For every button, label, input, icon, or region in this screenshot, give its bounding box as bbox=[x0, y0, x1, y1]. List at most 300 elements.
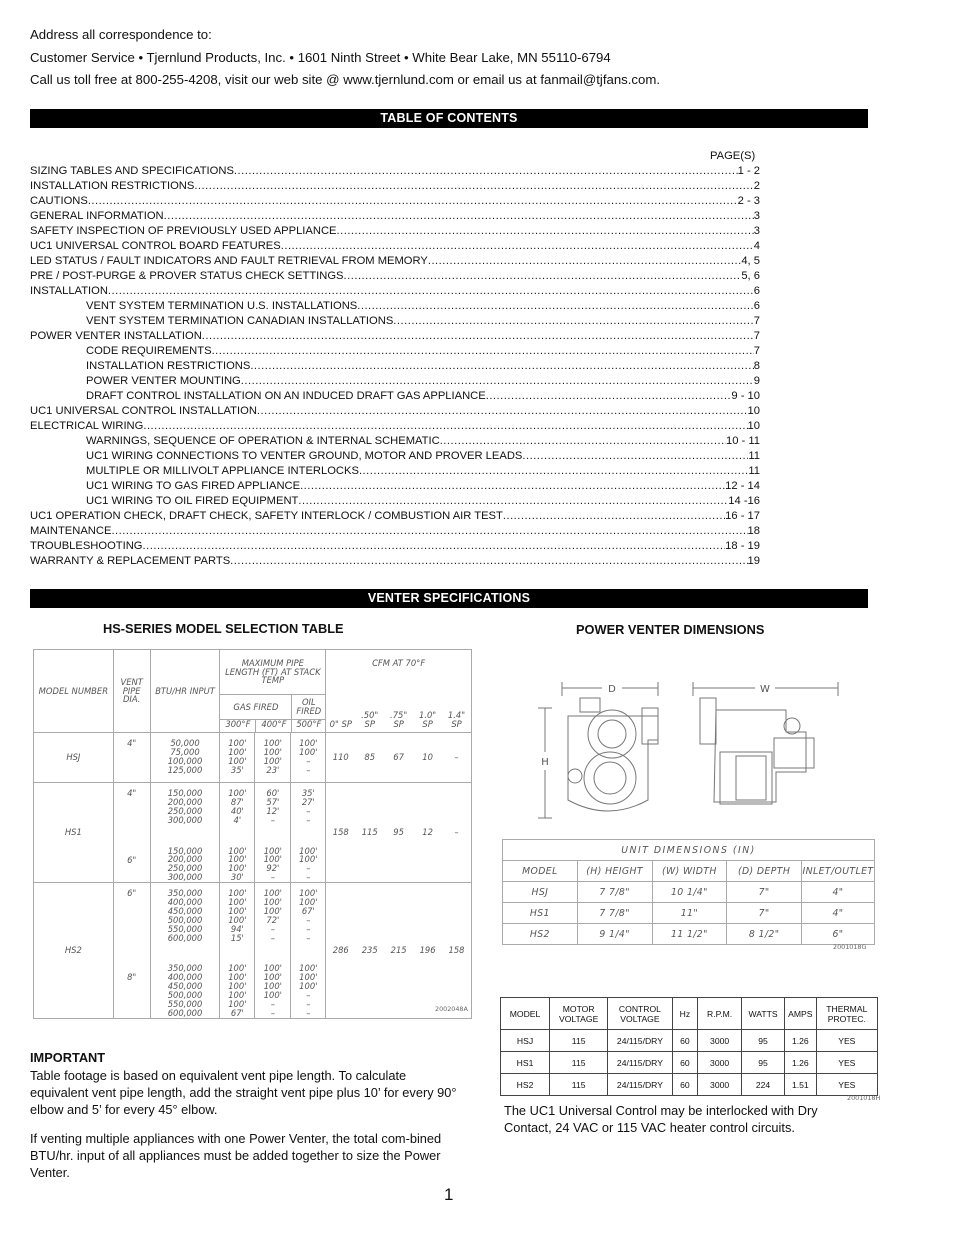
oil500-cell bbox=[291, 889, 325, 942]
toc-entry-title: WARNINGS, SEQUENCE OF OPERATION & INTERNAL SCHEMATIC bbox=[86, 435, 440, 447]
btu-cell-value: 50,000 bbox=[170, 738, 200, 748]
header-gas: GAS FIRED bbox=[220, 695, 292, 719]
toc-entry-leader bbox=[522, 449, 748, 464]
toc-entry-title: TROUBLESHOOTING bbox=[30, 540, 143, 552]
toc-entry bbox=[30, 419, 760, 434]
unit-dims-cell: 7" bbox=[727, 903, 802, 924]
header-cfm-label: CFM AT 70°F bbox=[372, 658, 426, 668]
address-line-3: Call us toll free at 800-255-4208, visit our web site @ www.tjernlund.com or email us at fanmail@tjfans.com. bbox=[30, 72, 661, 87]
gas300-cell-value: 100' bbox=[228, 999, 247, 1010]
header-sp-list bbox=[326, 697, 471, 731]
toc-entry-title: VENT SYSTEM TERMINATION CANADIAN INSTALLATIONS bbox=[86, 315, 394, 327]
cfm-value: 85 bbox=[364, 752, 376, 763]
btu-cell-value: 125,000 bbox=[167, 764, 203, 775]
unit-dims-cell: 4" bbox=[801, 903, 874, 924]
cfm-value: 286 bbox=[332, 945, 349, 956]
toc-entry bbox=[30, 449, 760, 464]
header-max-pipe bbox=[220, 650, 326, 733]
header-cfm bbox=[326, 650, 472, 733]
toc-entry-pages: 11 bbox=[748, 465, 760, 477]
gas300-cell-value: 100' bbox=[228, 981, 247, 992]
gas300-cell-value: 30' bbox=[230, 872, 244, 883]
electrical-header: R.P.M. bbox=[698, 998, 742, 1030]
electrical-cell: 3000 bbox=[698, 1052, 742, 1074]
gas400-cell-value: – bbox=[270, 932, 275, 943]
toc-entry-leader bbox=[357, 299, 754, 314]
btu-cell-value: 450,000 bbox=[167, 981, 203, 992]
vent-value: 8" bbox=[127, 972, 137, 983]
important-title: IMPORTANT bbox=[30, 1050, 106, 1065]
btu-cell bbox=[151, 889, 220, 942]
dimensions-title: POWER VENTER DIMENSIONS bbox=[576, 622, 765, 637]
electrical-cell: 60 bbox=[672, 1052, 698, 1074]
toc-entry-pages: 11 bbox=[748, 450, 760, 462]
cfm-cell bbox=[326, 883, 472, 1019]
header-sp: 0" SP bbox=[329, 719, 352, 730]
toc-entry-pages: 9 bbox=[753, 375, 760, 387]
toc-entry-leader bbox=[108, 284, 754, 299]
oil500-cell-value: – bbox=[306, 923, 311, 934]
gas300-cell-value: 100' bbox=[228, 990, 247, 1001]
btu-cell-value: 100,000 bbox=[167, 755, 203, 766]
toc-entry bbox=[30, 209, 760, 224]
vent-value: 6" bbox=[127, 854, 137, 865]
oil500-cell-value: 100' bbox=[299, 963, 318, 974]
oil500-cell-value: 100' bbox=[299, 897, 318, 908]
electrical-header: CONTROL VOLTAGE bbox=[608, 998, 672, 1030]
electrical-cell: 60 bbox=[672, 1030, 698, 1052]
toc-entry-leader bbox=[143, 539, 726, 554]
electrical-cell: 24/115/DRY bbox=[608, 1074, 672, 1096]
electrical-cell: 115 bbox=[550, 1030, 608, 1052]
toc-entry-leader bbox=[230, 554, 747, 569]
electrical-cell: 60 bbox=[672, 1074, 698, 1096]
gas400-cell bbox=[255, 883, 291, 1019]
unit-dims-row bbox=[503, 903, 875, 924]
btu-cell-value: 500,000 bbox=[167, 990, 203, 1001]
toc-entry bbox=[30, 389, 760, 404]
gas400-cell-value: – bbox=[270, 999, 275, 1010]
btu-cell-value: 600,000 bbox=[167, 1007, 203, 1018]
toc-entry-pages: 8 bbox=[753, 360, 760, 372]
gas300-cell-value: 100' bbox=[228, 845, 247, 856]
oil500-cell-value: – bbox=[306, 999, 311, 1010]
toc-entry-pages: 4, 5 bbox=[741, 255, 760, 267]
gas400-cell bbox=[255, 964, 290, 1017]
gas400-cell-value: 100' bbox=[263, 854, 282, 865]
toc-entry-title: CAUTIONS bbox=[30, 195, 88, 207]
gas300-cell bbox=[220, 847, 254, 883]
toc-entry-pages: 2 - 3 bbox=[737, 195, 760, 207]
electrical-cell: 1.51 bbox=[784, 1074, 816, 1096]
electrical-cell: 224 bbox=[742, 1074, 785, 1096]
gas300-cell-value: 100' bbox=[228, 788, 247, 798]
cfm-value: 110 bbox=[332, 752, 349, 763]
gas300-cell-value: 100' bbox=[228, 905, 247, 916]
gas400-cell-value: 100' bbox=[263, 981, 282, 992]
toc-entry-leader bbox=[393, 314, 753, 329]
toc-entry-leader bbox=[194, 179, 753, 194]
gas400-cell bbox=[255, 733, 291, 783]
toc-entry bbox=[30, 554, 760, 569]
gas400-cell bbox=[255, 889, 290, 942]
toc-entry-title: UC1 WIRING CONNECTIONS TO VENTER GROUND, MOTOR AND PROVER LEADS bbox=[86, 450, 523, 462]
oil500-cell-value: 27' bbox=[301, 796, 315, 807]
drawing-label-h: H bbox=[541, 757, 549, 768]
electrical-row bbox=[501, 1052, 878, 1074]
gas300-cell-value: 4' bbox=[233, 814, 242, 825]
toc-entry-title: UC1 OPERATION CHECK, DRAFT CHECK, SAFETY INTERLOCK / COMBUSTION AIR TEST bbox=[30, 510, 503, 522]
gas400-cell-value: 92' bbox=[266, 863, 280, 874]
electrical-cell: 24/115/DRY bbox=[608, 1030, 672, 1052]
gas400-cell-value: 23' bbox=[266, 764, 280, 775]
gas300-cell-value: 100' bbox=[228, 738, 247, 748]
unit-dims-cell: 7 7/8" bbox=[577, 903, 652, 924]
oil500-cell-value: 100' bbox=[299, 972, 318, 983]
model-cell: HS1 bbox=[34, 783, 114, 883]
header-sp: 1.4" SP bbox=[447, 710, 466, 730]
toc-entry-title: POWER VENTER INSTALLATION bbox=[30, 330, 202, 342]
electrical-cell: 1.26 bbox=[784, 1052, 816, 1074]
electrical-cell: 1.26 bbox=[784, 1030, 816, 1052]
toc-entry bbox=[30, 239, 760, 254]
vent-cell bbox=[113, 783, 150, 883]
cfm-value: 215 bbox=[390, 945, 407, 956]
gas400-cell-value: 100' bbox=[263, 990, 282, 1001]
toc-entry bbox=[30, 524, 760, 539]
header-vent: VENT PIPE DIA. bbox=[113, 650, 150, 733]
toc-entry-pages: 18 - 19 bbox=[725, 540, 760, 552]
oil500-cell bbox=[291, 733, 326, 783]
toc-entry-title: UC1 WIRING TO GAS FIRED APPLIANCE bbox=[86, 480, 301, 492]
vent-cell bbox=[113, 883, 150, 1019]
btu-cell-value: 600,000 bbox=[167, 932, 203, 943]
selection-row bbox=[34, 783, 472, 883]
btu-cell-value: 200,000 bbox=[167, 854, 203, 865]
model-selection-table bbox=[33, 649, 472, 1019]
header-oil: OIL FIRED bbox=[296, 697, 322, 716]
btu-cell-value: 75,000 bbox=[170, 746, 200, 757]
toc-entry-title: GENERAL INFORMATION bbox=[30, 210, 164, 222]
gas300-cell-value: 100' bbox=[228, 755, 247, 766]
unit-dims-cell: 4" bbox=[801, 882, 874, 903]
unit-dims-cell: HSJ bbox=[503, 882, 578, 903]
unit-dims-cell: 7 7/8" bbox=[577, 882, 652, 903]
toc-entry bbox=[30, 434, 760, 449]
electrical-cell: YES bbox=[816, 1074, 877, 1096]
electrical-cell: HS2 bbox=[501, 1074, 550, 1096]
selection-row bbox=[34, 883, 472, 1019]
oil500-cell-value: – bbox=[306, 814, 311, 825]
toc-entry-leader bbox=[281, 239, 754, 254]
toc-entry-title: MULTIPLE OR MILLIVOLT APPLIANCE INTERLOCKS bbox=[86, 465, 359, 477]
cfm-value: 196 bbox=[419, 945, 436, 956]
gas300-cell bbox=[220, 783, 255, 883]
oil500-cell-value: – bbox=[306, 914, 311, 925]
toc-entry bbox=[30, 494, 760, 509]
oil500-cell-value: 100' bbox=[299, 854, 318, 865]
electrical-header: Hz bbox=[672, 998, 698, 1030]
unit-dims-title: UNIT DIMENSIONS (IN) bbox=[503, 840, 875, 861]
header-sp: .50" SP bbox=[361, 710, 379, 730]
toc-entry bbox=[30, 404, 760, 419]
gas400-cell-value: 100' bbox=[263, 972, 282, 983]
power-venter-drawing bbox=[530, 676, 880, 826]
gas300-cell-value: 15' bbox=[230, 932, 244, 943]
gas400-cell-value: 12' bbox=[266, 805, 280, 816]
gas300-cell-value: 100' bbox=[228, 863, 247, 874]
drawing-label-w: W bbox=[760, 684, 770, 695]
toc-entry bbox=[30, 269, 760, 284]
toc-entry-pages: 7 bbox=[753, 345, 760, 357]
toc-entry-title: UC1 WIRING TO OIL FIRED EQUIPMENT bbox=[86, 495, 299, 507]
cfm-cell bbox=[326, 783, 472, 883]
unit-dims-cell: 11" bbox=[652, 903, 727, 924]
oil500-cell-value: – bbox=[306, 1007, 311, 1018]
selection-table-code: 2002048A bbox=[435, 1005, 468, 1013]
toc-entry-leader bbox=[257, 404, 748, 419]
unit-dims-header: (H) HEIGHT bbox=[577, 861, 652, 882]
table-of-contents bbox=[30, 164, 760, 569]
toc-entry-leader bbox=[234, 164, 738, 179]
electrical-cell: 115 bbox=[550, 1052, 608, 1074]
header-btu: BTU/HR INPUT bbox=[150, 650, 220, 733]
btu-cell-value: 250,000 bbox=[167, 863, 203, 874]
gas300-cell-value: 100' bbox=[228, 963, 247, 974]
toc-entry-title: LED STATUS / FAULT INDICATORS AND FAULT RETRIEVAL FROM MEMORY bbox=[30, 255, 428, 267]
toc-entry-leader bbox=[212, 344, 754, 359]
oil500-cell-value: 100' bbox=[299, 845, 318, 856]
toc-entry-pages: 10 bbox=[747, 405, 760, 417]
gas300-cell bbox=[220, 789, 254, 825]
toc-entry-pages: 7 bbox=[753, 330, 760, 342]
gas300-cell-value: 100' bbox=[228, 854, 247, 865]
unit-dims-cell: 9 1/4" bbox=[577, 924, 652, 945]
toc-entry-title: SIZING TABLES AND SPECIFICATIONS bbox=[30, 165, 234, 177]
toc-entry-leader bbox=[111, 524, 747, 539]
oil500-cell bbox=[291, 783, 326, 883]
toc-entry-pages: 3 bbox=[753, 225, 760, 237]
electrical-cell: HS1 bbox=[501, 1052, 550, 1074]
cfm-value: 67 bbox=[393, 752, 404, 763]
toc-entry bbox=[30, 254, 760, 269]
electrical-cell: 95 bbox=[742, 1030, 785, 1052]
oil500-cell-value: – bbox=[306, 764, 311, 775]
gas400-cell bbox=[255, 783, 291, 883]
toc-entry-title: VENT SYSTEM TERMINATION U.S. INSTALLATIONS bbox=[86, 300, 358, 312]
toc-entry-title: ELECTRICAL WIRING bbox=[30, 420, 144, 432]
gas300-cell-value: 100' bbox=[228, 972, 247, 983]
toc-entry-leader bbox=[440, 434, 726, 449]
toc-entry-pages: 16 - 17 bbox=[725, 510, 760, 522]
toc-entry-pages: 10 bbox=[747, 420, 760, 432]
btu-cell-value: 400,000 bbox=[167, 897, 203, 908]
btu-cell-value: 250,000 bbox=[167, 805, 203, 816]
toc-entry-title: INSTALLATION RESTRICTIONS bbox=[30, 180, 195, 192]
btu-cell-value: 350,000 bbox=[167, 963, 203, 974]
toc-entry-pages: 19 bbox=[747, 555, 760, 567]
unit-dims-cell: 11 1/2" bbox=[652, 924, 727, 945]
toc-entry-pages: 14 -16 bbox=[728, 495, 760, 507]
toc-entry-leader bbox=[337, 224, 754, 239]
toc-entry-leader bbox=[143, 419, 747, 434]
page-number: 1 bbox=[444, 1185, 454, 1204]
gas300-cell-value: 100' bbox=[228, 746, 247, 757]
toc-entry bbox=[30, 314, 760, 329]
unit-dims-cell: 7" bbox=[727, 882, 802, 903]
unit-dims-header: (D) DEPTH bbox=[727, 861, 802, 882]
toc-entry bbox=[30, 374, 760, 389]
vent-value: 4" bbox=[127, 738, 137, 748]
btu-cell-value: 350,000 bbox=[167, 888, 203, 899]
cfm-cell bbox=[326, 733, 472, 783]
gas300-cell bbox=[220, 733, 255, 783]
btu-cell-value: 300,000 bbox=[167, 814, 203, 825]
oil500-cell bbox=[291, 789, 325, 825]
toc-entry-pages: 10 - 11 bbox=[726, 435, 760, 447]
unit-dimensions-table bbox=[502, 839, 875, 945]
gas400-cell-value: 100' bbox=[263, 755, 282, 766]
oil500-cell-value: – bbox=[306, 805, 311, 816]
unit-dims-header: MODEL bbox=[503, 861, 578, 882]
oil500-cell-value: 100' bbox=[299, 746, 318, 757]
cfm-value: 95 bbox=[393, 827, 404, 838]
gas400-cell-value: 100' bbox=[263, 888, 282, 899]
gas400-cell-value: 72' bbox=[266, 914, 280, 925]
toc-entry-pages: 7 bbox=[753, 315, 760, 327]
gas300-cell-value: 35' bbox=[230, 764, 244, 775]
electrical-table-code: 2001018H bbox=[847, 1094, 881, 1102]
gas300-cell-value: 87' bbox=[230, 796, 244, 807]
header-400f: 400°F bbox=[256, 720, 292, 732]
toc-entry bbox=[30, 284, 760, 299]
toc-entry-title: CODE REQUIREMENTS bbox=[86, 345, 212, 357]
electrical-row bbox=[501, 1030, 878, 1052]
toc-entry-title: SAFETY INSPECTION OF PREVIOUSLY USED APPLIANCE bbox=[30, 225, 337, 237]
unit-dims-cell: 10 1/4" bbox=[652, 882, 727, 903]
toc-entry-leader bbox=[428, 254, 741, 269]
btu-cell bbox=[150, 883, 220, 1019]
btu-cell-value: 150,000 bbox=[167, 845, 203, 856]
unit-dims-cell: HS2 bbox=[503, 924, 578, 945]
electrical-cell: YES bbox=[816, 1030, 877, 1052]
gas400-cell-value: 57' bbox=[266, 796, 280, 807]
toc-entry-pages: 1 - 2 bbox=[737, 165, 760, 177]
unit-dims-cell: 8 1/2" bbox=[727, 924, 802, 945]
btu-cell-value: 150,000 bbox=[167, 788, 203, 798]
gas300-cell bbox=[220, 889, 254, 942]
header-sp: 1.0" SP bbox=[418, 710, 437, 730]
gas300-cell-value: 100' bbox=[228, 897, 247, 908]
gas300-cell bbox=[220, 964, 254, 1017]
electrical-header: THERMAL PROTEC. bbox=[816, 998, 877, 1030]
unit-dims-cell: HS1 bbox=[503, 903, 578, 924]
gas400-cell-value: 100' bbox=[263, 738, 282, 748]
vent-value: 6" bbox=[127, 888, 137, 899]
btu-cell-value: 500,000 bbox=[167, 914, 203, 925]
electrical-header: MODEL bbox=[501, 998, 550, 1030]
oil500-cell-value: – bbox=[306, 755, 311, 766]
cfm-value: – bbox=[454, 827, 459, 838]
gas400-cell-value: 100' bbox=[263, 905, 282, 916]
vent-cell bbox=[113, 733, 150, 783]
important-paragraph-1: Table footage is based on equivalent vent pipe length. To calculate equivalent vent pipe length, add the straight vent pipe plus 10’ for every 90° elbow and 5’ for every 45° elbow. bbox=[30, 1068, 457, 1117]
toc-entry-pages: 6 bbox=[753, 285, 760, 297]
oil500-cell-value: – bbox=[306, 872, 311, 883]
toc-entry bbox=[30, 164, 760, 179]
toc-entry-title: POWER VENTER MOUNTING bbox=[86, 375, 241, 387]
venter-specifications-bar: VENTER SPECIFICATIONS bbox=[30, 589, 868, 608]
header-max-pipe-label: MAXIMUM PIPE LENGTH (FT) AT STACK TEMP bbox=[220, 650, 325, 695]
toc-entry bbox=[30, 224, 760, 239]
cfm-value: 158 bbox=[448, 945, 465, 956]
electrical-cell: YES bbox=[816, 1052, 877, 1074]
unit-dims-row bbox=[503, 882, 875, 903]
gas400-cell-value: – bbox=[270, 1007, 275, 1018]
unit-dims-row bbox=[503, 924, 875, 945]
toc-entry-pages: 3 bbox=[753, 210, 760, 222]
toc-entry bbox=[30, 509, 760, 524]
oil500-cell-value: 67' bbox=[301, 905, 315, 916]
gas400-cell-value: – bbox=[270, 814, 275, 825]
toc-entry-pages: 2 bbox=[753, 180, 760, 192]
toc-entry-leader bbox=[359, 464, 748, 479]
toc-entry-pages: 5, 6 bbox=[741, 270, 760, 282]
toc-entry-title: INSTALLATION RESTRICTIONS bbox=[86, 360, 251, 372]
toc-entry-title: DRAFT CONTROL INSTALLATION ON AN INDUCED DRAFT GAS APPLIANCE bbox=[86, 390, 486, 402]
toc-entry-leader bbox=[202, 329, 754, 344]
toc-entry bbox=[30, 359, 760, 374]
btu-cell bbox=[151, 847, 220, 883]
cfm-value: 10 bbox=[422, 752, 433, 763]
selection-table-title: HS-SERIES MODEL SELECTION TABLE bbox=[103, 621, 344, 636]
toc-title-bar: TABLE OF CONTENTS bbox=[30, 109, 868, 128]
electrical-row bbox=[501, 1074, 878, 1096]
btu-cell bbox=[150, 783, 220, 883]
toc-entry-title: MAINTENANCE bbox=[30, 525, 112, 537]
oil500-cell-value: 100' bbox=[299, 888, 318, 899]
electrical-cell: 115 bbox=[550, 1074, 608, 1096]
gas300-cell-value: 94' bbox=[230, 923, 244, 934]
gas300-cell-value: 67' bbox=[230, 1007, 244, 1018]
gas400-cell bbox=[255, 847, 290, 883]
unit-dims-header: INLET/OUTLET bbox=[801, 861, 874, 882]
toc-entry bbox=[30, 299, 760, 314]
toc-entry-leader bbox=[300, 479, 725, 494]
unit-dims-header: (W) WIDTH bbox=[652, 861, 727, 882]
oil500-cell bbox=[291, 847, 325, 883]
toc-entry-leader bbox=[344, 269, 742, 284]
toc-pages-header: PAGE(S) bbox=[710, 150, 756, 162]
oil500-cell bbox=[291, 964, 325, 1017]
header-500f: 500°F bbox=[296, 719, 322, 729]
electrical-cell: HSJ bbox=[501, 1030, 550, 1052]
oil500-cell-value: – bbox=[306, 932, 311, 943]
btu-cell-value: 400,000 bbox=[167, 972, 203, 983]
header-sp: .75" SP bbox=[390, 710, 408, 730]
toc-entry-title: UC1 UNIVERSAL CONTROL INSTALLATION bbox=[30, 405, 257, 417]
btu-cell-value: 550,000 bbox=[167, 999, 203, 1010]
toc-entry-pages: 4 bbox=[753, 240, 760, 252]
oil500-cell bbox=[291, 739, 325, 775]
cfm-value: – bbox=[454, 752, 459, 763]
gas300-cell-value: 100' bbox=[228, 914, 247, 925]
btu-cell bbox=[151, 789, 220, 825]
toc-entry-pages: 12 - 14 bbox=[725, 480, 760, 492]
electrical-cell: 3000 bbox=[698, 1074, 742, 1096]
toc-entry bbox=[30, 539, 760, 554]
cfm-value: 115 bbox=[361, 827, 378, 838]
